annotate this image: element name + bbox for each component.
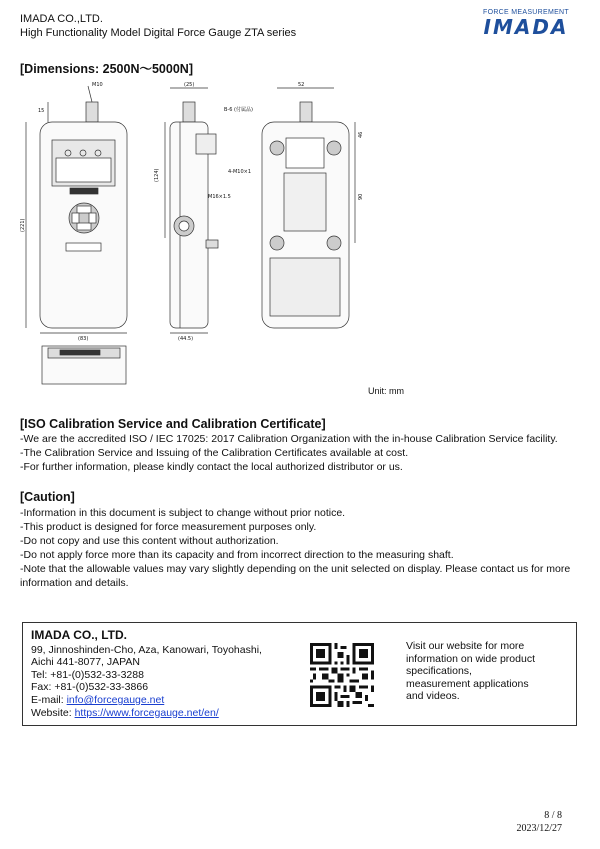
label-83: (83) (78, 336, 89, 342)
unit-note: Unit: mm (368, 386, 404, 396)
label-m16: M16×1.5 (208, 194, 231, 200)
company-name: IMADA CO.,LTD. (20, 13, 103, 25)
contact-tel: Tel: +81-(0)532-33-3288 (31, 668, 144, 681)
caution-line: -Do not copy and use this content without authorization. (20, 535, 279, 547)
caution-line: -Information in this document is subject to change without prior notice. (20, 507, 346, 519)
website-link[interactable]: https://www.forcegauge.net/en/ (74, 706, 219, 719)
label-52: 52 (298, 82, 305, 88)
label-90: 90 (358, 193, 364, 200)
model-title: High Functionality Model Digital Force Gauge ZTA series (20, 27, 297, 39)
contact-box (22, 622, 577, 726)
contact-company: IMADA CO., LTD. (31, 628, 127, 642)
back-view (262, 88, 355, 328)
iso-line: -The Calibration Service and Issuing of the Calibration Certificates available at cost. (20, 447, 409, 459)
email-link[interactable]: info@forcegauge.net (66, 693, 165, 706)
page-footer (516, 809, 562, 835)
website-label: Website: (31, 706, 75, 719)
front-view (26, 86, 127, 333)
label-m10x1: 4-M10×1 (228, 169, 252, 175)
label-b6: B-6 (付属品) (224, 107, 253, 113)
label-221: (221) (20, 218, 26, 232)
bottom-view (42, 346, 126, 384)
document-header (20, 12, 296, 40)
label-15: 15 (38, 108, 45, 114)
contact-address-1: 99, Jinnoshinden-Cho, Aza, Kanowari, Toyohashi, (31, 643, 262, 656)
page-number: 8 / 8 (544, 810, 562, 821)
visit-website-text: Visit our website for more information on wide product specifications, measurement applications and videos. (406, 640, 535, 703)
contact-website-row (31, 707, 262, 720)
qr-code[interactable] (310, 643, 374, 707)
iso-line: -We are the accredited ISO / IEC 17025: 2017 Calibration Organization with the in-house Calibration Service facility. (20, 433, 558, 445)
email-label: E-mail: (31, 693, 67, 706)
contact-info (31, 629, 262, 719)
label-25: (25) (184, 82, 195, 88)
caution-line: -Note that the allowable values may vary slightly depending on the unit selected on display. Please contact us for more information and details. (20, 563, 571, 589)
caution-lines (20, 506, 585, 590)
dimensions-heading: [Dimensions: 2500N～5000N] (20, 62, 193, 76)
label-124: (124) (154, 168, 160, 182)
caution-line: -This product is designed for force measurement purposes only. (20, 521, 317, 533)
contact-fax: Fax: +81-(0)532-33-3866 (31, 681, 149, 694)
label-46: 46 (358, 131, 364, 138)
label-m10: M10 (92, 82, 103, 88)
iso-heading: [ISO Calibration Service and Calibration Certificate] (20, 417, 326, 431)
caution-heading: [Caution] (20, 490, 75, 504)
side-view (165, 88, 218, 333)
dimension-drawing (20, 78, 440, 398)
label-44: (44.5) (178, 336, 194, 342)
logo-tagline: FORCE MEASUREMENT (483, 9, 569, 16)
imada-logo (470, 9, 582, 38)
iso-line: -For further information, please kindly contact the local authorized distributor or us. (20, 461, 403, 473)
document-date: 2023/12/27 (516, 823, 562, 834)
contact-email-row (31, 694, 262, 707)
logo-brand: IMADA (483, 15, 569, 39)
contact-address-2: Aichi 441-8077, JAPAN (31, 656, 140, 669)
iso-lines (20, 432, 585, 474)
caution-line: -Do not apply force more than its capacity and from incorrect direction to the measuring shaft. (20, 549, 454, 561)
